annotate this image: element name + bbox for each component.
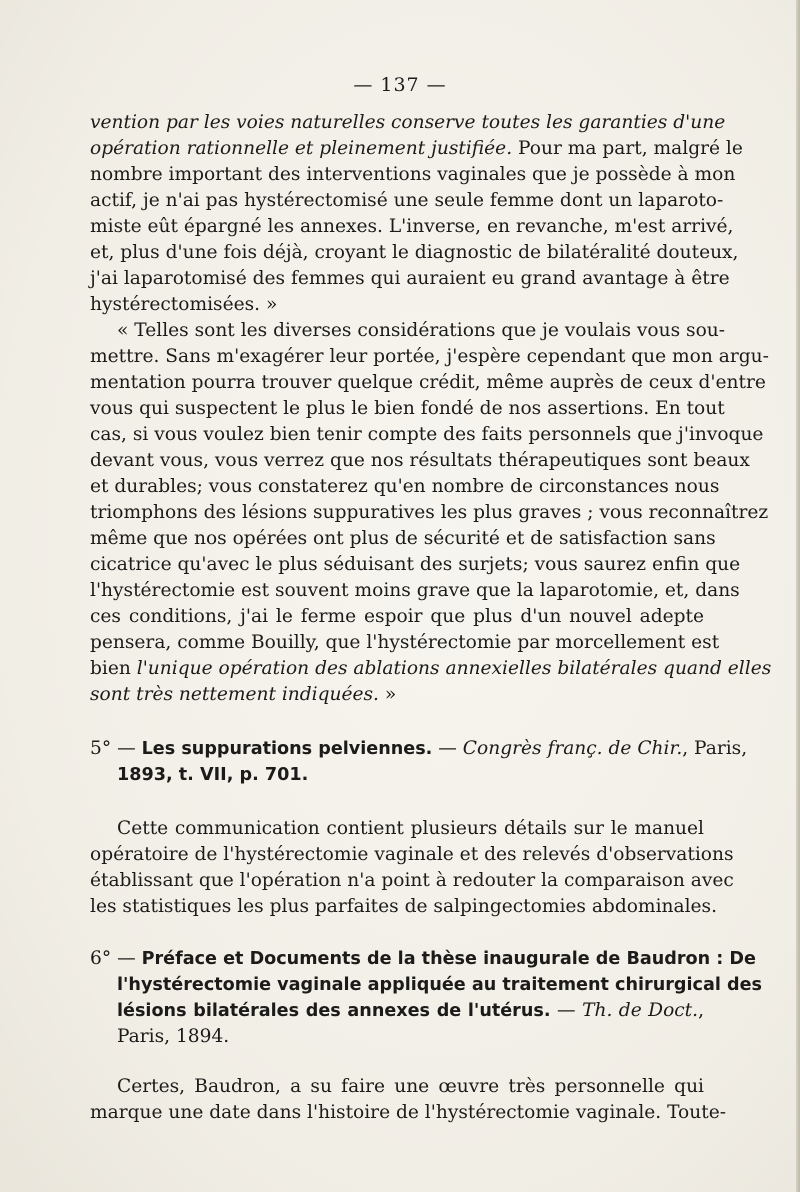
text-line: Certes, Baudron, a su faire une œuvre très personnelle qui	[117, 1076, 704, 1097]
text-line: établissant que l'opération n'a point à redouter la comparaison avec	[90, 870, 734, 891]
text-line: mentation pourra trouver quelque crédit, même auprès de ceux d'entre	[90, 372, 766, 393]
text-line: et durables; vous constaterez qu'en nombre de circonstances nous	[90, 476, 720, 497]
text-line: hystérectomisées. »	[90, 294, 278, 315]
text-line: sont très nettement indiquées. »	[90, 684, 397, 705]
text-line: même que nos opérées ont plus de sécurité et de satisfaction sans	[90, 528, 716, 549]
text-line: devant vous, vous verrez que nos résultats thérapeutiques sont beaux	[90, 450, 750, 471]
page-number: — 137 —	[353, 74, 447, 96]
text-line: et, plus d'une fois déjà, croyant le diagnostic de bilatéralité douteux,	[90, 242, 739, 263]
entry-5-heading: 5° — Les suppurations pelviennes. — Congrès franç. de Chir., Paris,	[90, 738, 748, 759]
text-line: pensera, comme Bouilly, que l'hystérectomie par morcellement est	[90, 632, 720, 653]
text-line: j'ai laparotomisé des femmes qui auraient eu grand avantage à être	[90, 268, 730, 289]
text-line: bien l'unique opération des ablations annexielles bilatérales quand elles	[90, 658, 772, 679]
text-line: l'hystérectomie est souvent moins grave que la laparotomie, et, dans	[90, 580, 740, 601]
text-line: actif, je n'ai pas hystérectomisé une seule femme dont un laparoto-	[90, 190, 724, 211]
text-line: miste eût épargné les annexes. L'inverse, en revanche, m'est arrivé,	[90, 216, 734, 237]
entry-6-title-line: l'hystérectomie vaginale appliquée au traitement chirurgical des	[117, 975, 762, 995]
text-line: nombre important des interventions vaginales que je possède à mon	[90, 164, 736, 185]
text-line: mettre. Sans m'exagérer leur portée, j'espère cependant que mon argu-	[90, 346, 769, 367]
entry-5-reference: 1893, t. VII, p. 701.	[117, 765, 309, 785]
text-line: opération rationnelle et pleinement justifiée. Pour ma part, malgré le	[90, 138, 743, 159]
text-line: opératoire de l'hystérectomie vaginale et des relevés d'observations	[90, 844, 734, 865]
text-line: triomphons des lésions suppuratives les plus graves ; vous reconnaîtrez	[90, 502, 769, 523]
text-line: vous qui suspectent le plus le bien fondé de nos assertions. En tout	[90, 398, 725, 419]
text-line: marque une date dans l'histoire de l'hystérectomie vaginale. Toute-	[90, 1102, 726, 1123]
entry-6-heading: 6° — Préface et Documents de la thèse inaugurale de Baudron : De	[90, 948, 756, 969]
entry-6-title-line: lésions bilatérales des annexes de l'utérus. — Th. de Doct.,	[117, 1000, 704, 1021]
text-line: ces conditions, j'ai le ferme espoir que plus d'un nouvel adepte	[90, 606, 704, 627]
text-line: « Telles sont les diverses considérations que je voulais vous sou-	[117, 320, 726, 341]
text-line: cicatrice qu'avec le plus séduisant des surjets; vous saurez enfin que	[90, 554, 741, 575]
entry-6-reference: Paris, 1894.	[117, 1026, 230, 1047]
text-line: vention par les voies naturelles conserve toutes les garanties d'une	[90, 112, 726, 133]
page-edge	[796, 0, 800, 1192]
text-line: les statistiques les plus parfaites de salpingectomies abdominales.	[90, 896, 717, 917]
text-line: cas, si vous voulez bien tenir compte des faits personnels que j'invoque	[90, 424, 764, 445]
text-line: Cette communication contient plusieurs détails sur le manuel	[117, 818, 704, 839]
